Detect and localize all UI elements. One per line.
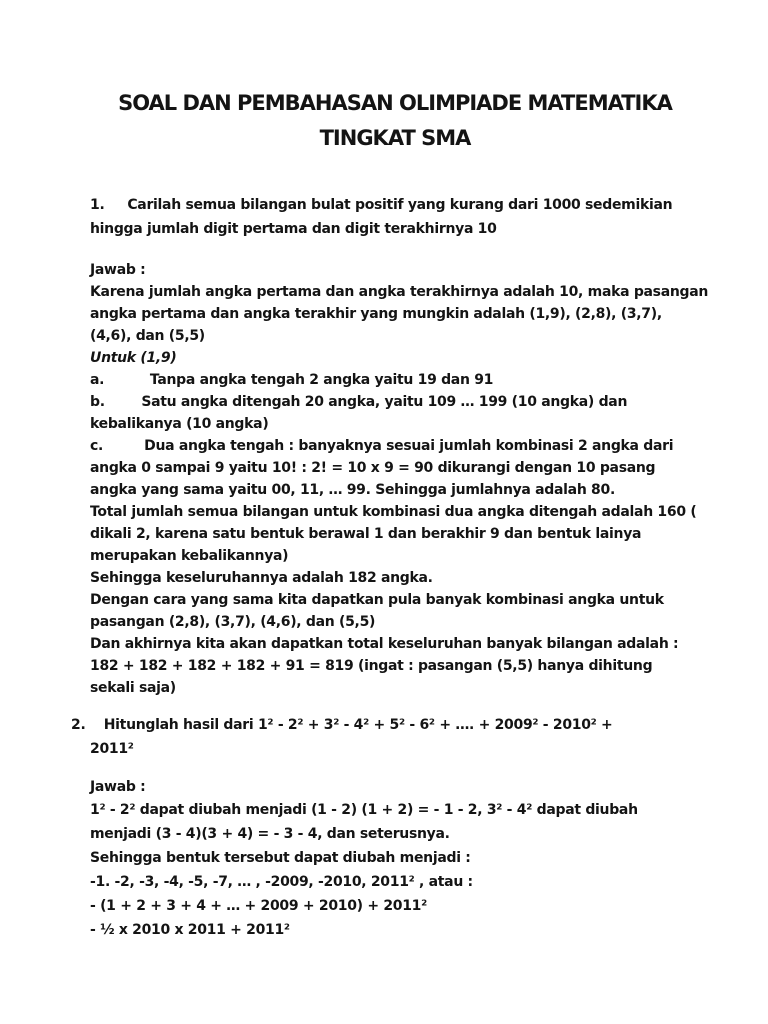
text-line: angka yang sama yaitu 00, 11, … 99. Sehingga jumlahnya adalah 80. xyxy=(90,482,615,498)
text-line: pasangan (2,8), (3,7), (4,6), dan (5,5) xyxy=(90,614,376,630)
text-line: - (1 + 2 + 3 + 4 + … + 2009 + 2010) + 2011² xyxy=(90,898,427,914)
text-line: Karena jumlah angka pertama dan angka terakhirnya adalah 10, maka pasangan xyxy=(90,284,709,300)
text-line: Total jumlah semua bilangan untuk kombinasi dua angka ditengah adalah 160 ( xyxy=(90,504,697,520)
text-line: Jawab : xyxy=(90,262,146,278)
text-line: c. Dua angka tengah : banyaknya sesuai jumlah kombinasi 2 angka dari xyxy=(90,438,674,454)
text-line: sekali saja) xyxy=(90,680,176,696)
text-line: Dengan cara yang sama kita dapatkan pula banyak kombinasi angka untuk xyxy=(90,592,664,608)
text-line: 1² - 2² dapat diubah menjadi (1 - 2) (1 + 2) = - 1 - 2, 3² - 4² dapat diubah xyxy=(90,802,638,818)
text-line: Sehingga keseluruhannya adalah 182 angka. xyxy=(90,570,433,586)
text-line: Jawab : xyxy=(90,779,146,795)
text-line: -1. -2, -3, -4, -5, -7, … , -2009, -2010, 2011² , atau : xyxy=(90,874,473,890)
text-line: - ½ x 2010 x 2011 + 2011² xyxy=(90,922,290,938)
text-line: (4,6), dan (5,5) xyxy=(90,328,205,344)
text-line: a. Tanpa angka tengah 2 angka yaitu 19 dan 91 xyxy=(90,372,494,388)
text-line: kebalikanya (10 angka) xyxy=(90,416,269,432)
text-line: Sehingga bentuk tersebut dapat diubah menjadi : xyxy=(90,850,471,866)
text-line: b. Satu angka ditengah 20 angka, yaitu 109 … 199 (10 angka) dan xyxy=(90,394,628,410)
title-line-2: TINGKAT SMA xyxy=(319,126,471,150)
text-line: angka pertama dan angka terakhir yang mungkin adalah (1,9), (2,8), (3,7), xyxy=(90,306,662,322)
document-title xyxy=(70,86,720,156)
text-line: merupakan kebalikannya) xyxy=(90,548,289,564)
text-line: angka 0 sampai 9 yaitu 10! : 2! = 10 x 9 = 90 dikurangi dengan 10 pasang xyxy=(90,460,656,476)
title-line-1: SOAL DAN PEMBAHASAN OLIMPIADE MATEMATIKA xyxy=(118,91,672,115)
text-line: 182 + 182 + 182 + 182 + 91 = 819 (ingat : pasangan (5,5) hanya dihitung xyxy=(90,658,653,674)
text-line: dikali 2, karena satu bentuk berawal 1 dan berakhir 9 dan bentuk lainya xyxy=(90,526,642,542)
text-line: Untuk (1,9) xyxy=(90,350,177,366)
text-line: 2. Hitunglah hasil dari 1² - 2² + 3² - 4² + 5² - 6² + …. + 2009² - 2010² + xyxy=(71,717,613,733)
text-line: menjadi (3 - 4)(3 + 4) = - 3 - 4, dan seterusnya. xyxy=(90,826,450,842)
text-line: 2011² xyxy=(90,741,134,757)
text-line: hingga jumlah digit pertama dan digit terakhirnya 10 xyxy=(90,221,497,237)
text-line: 1. Carilah semua bilangan bulat positif yang kurang dari 1000 sedemikian xyxy=(90,197,673,213)
document-body xyxy=(71,193,710,942)
text-line: Dan akhirnya kita akan dapatkan total keseluruhan banyak bilangan adalah : xyxy=(90,636,679,652)
